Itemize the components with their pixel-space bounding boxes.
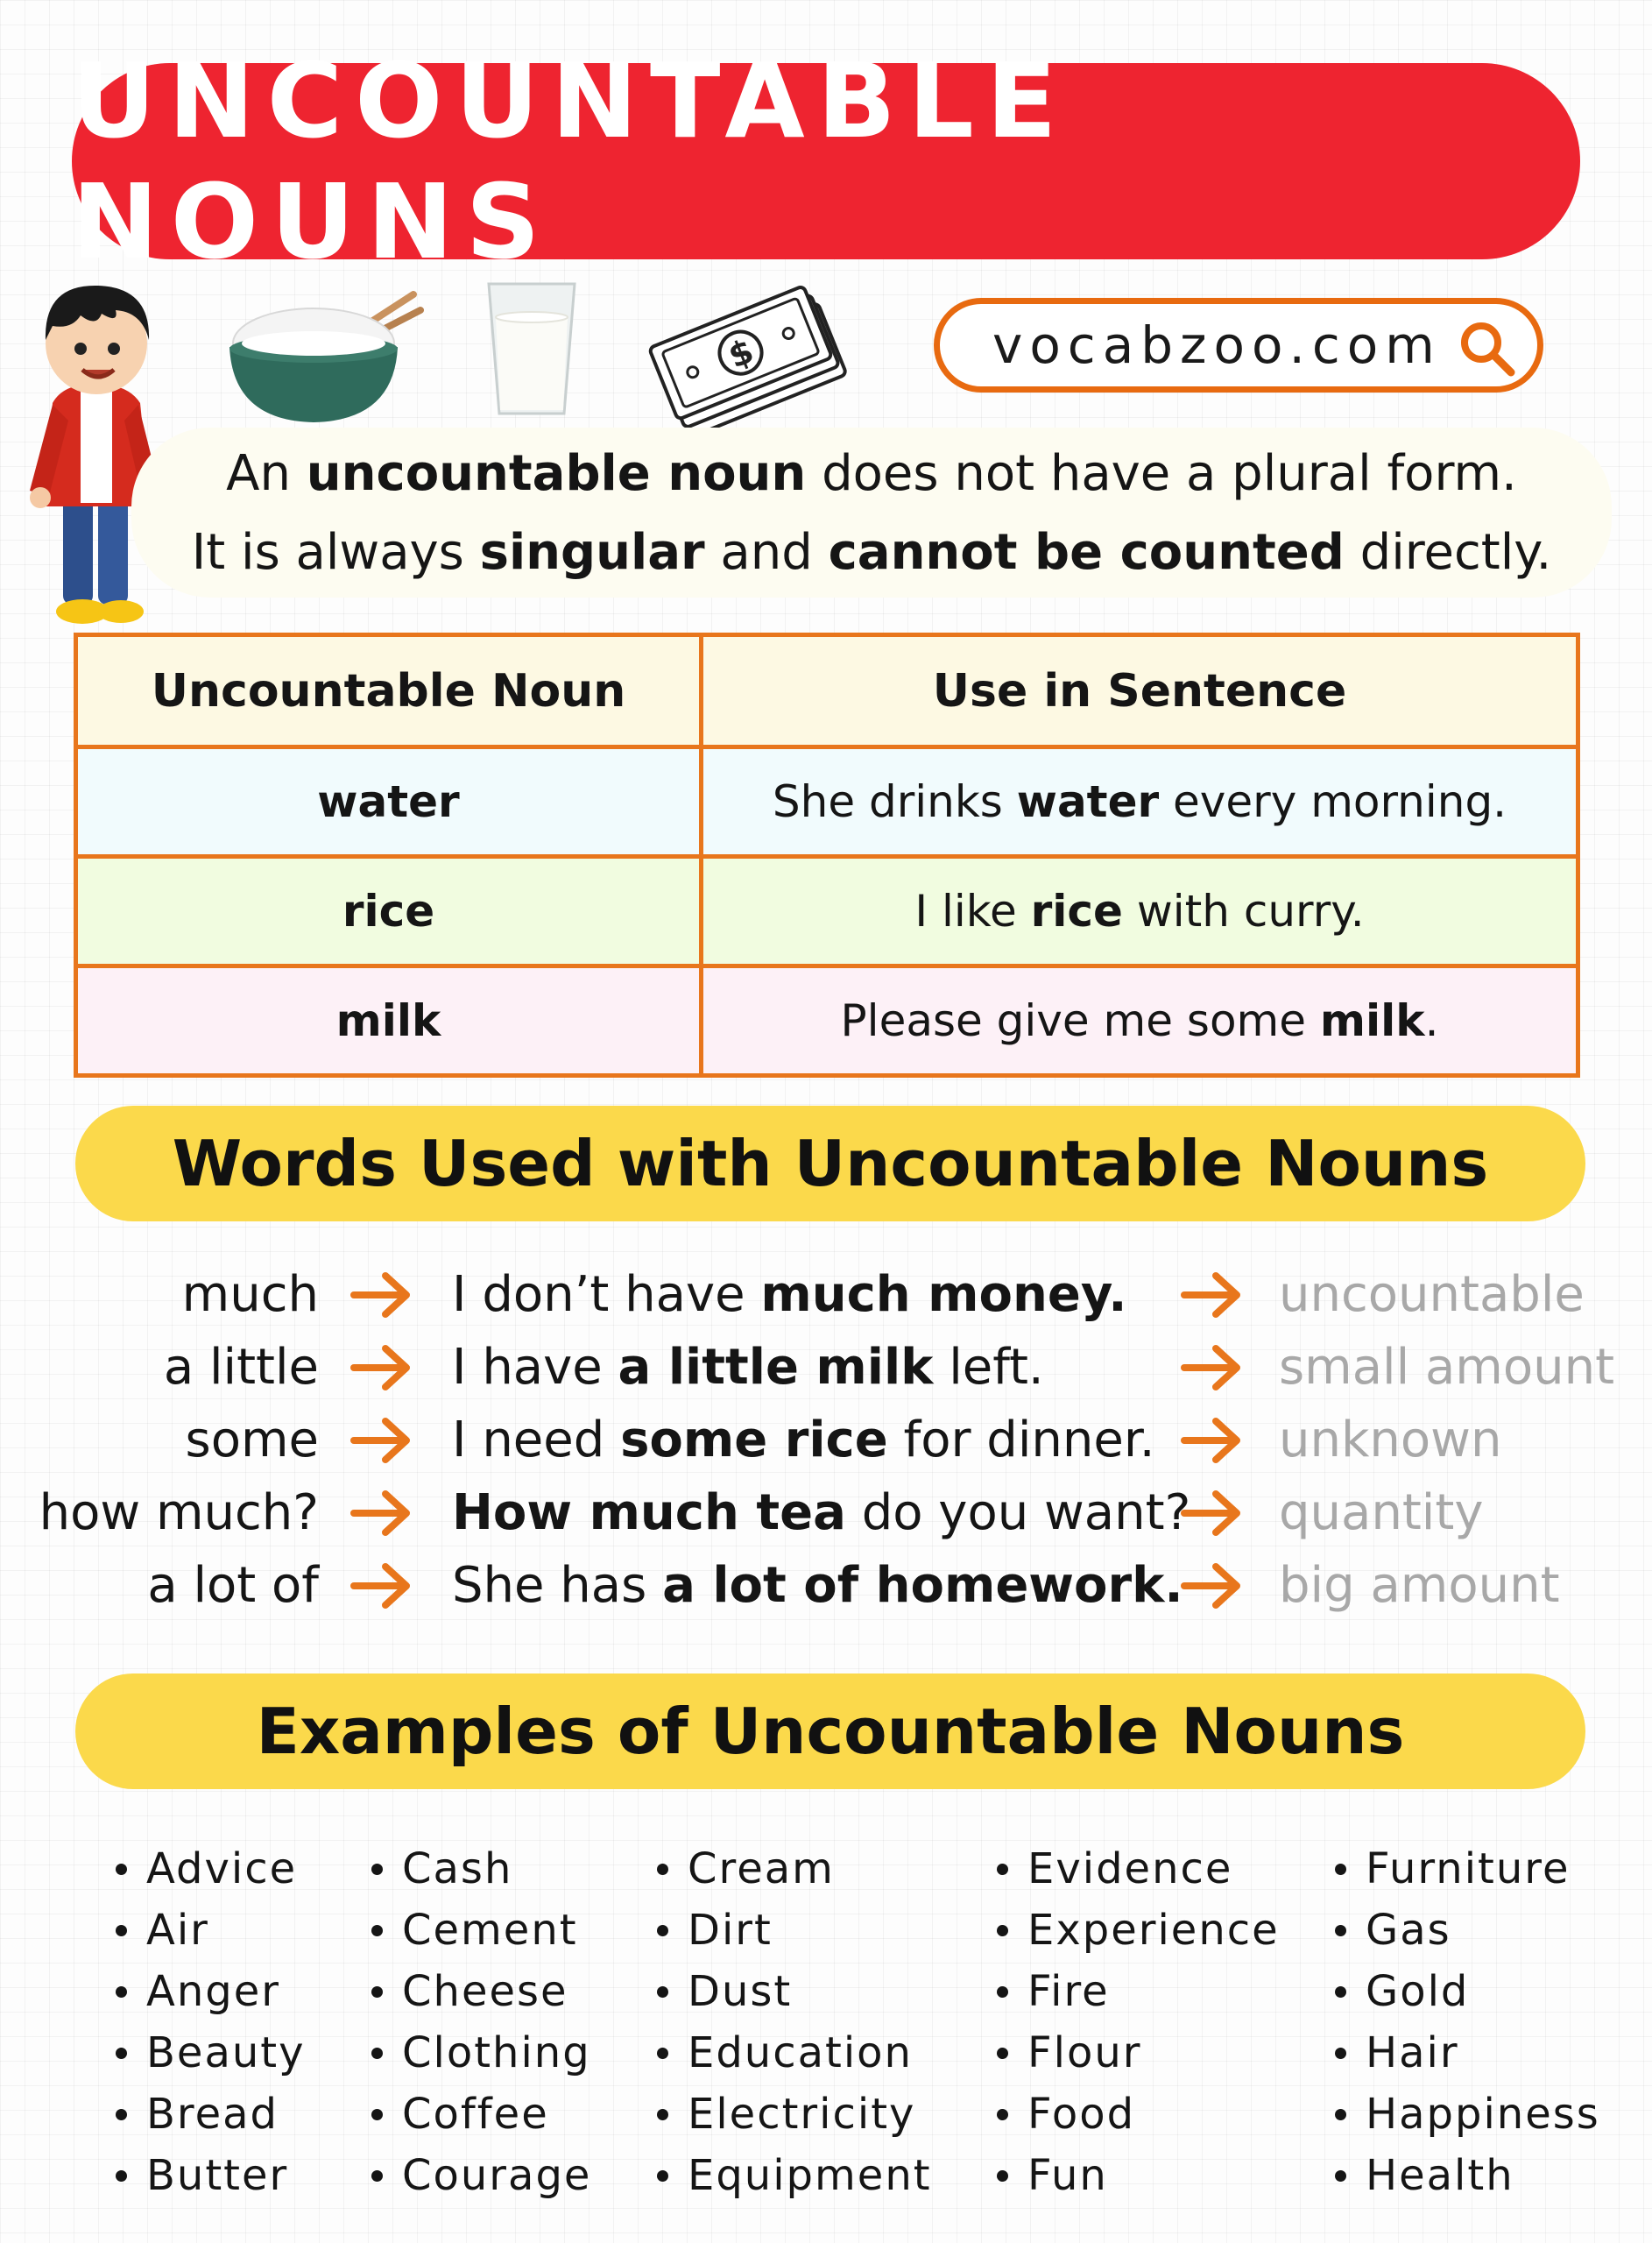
- quantifier-meaning: quantity: [1279, 1484, 1484, 1541]
- quantifier-word: much: [181, 1266, 319, 1323]
- noun-cell: milk: [76, 966, 702, 1076]
- quantifier-meaning: big amount: [1279, 1557, 1560, 1614]
- arrow-right-icon: [1181, 1414, 1244, 1479]
- bullet-icon: [657, 1864, 668, 1875]
- bullet-icon: [657, 1925, 668, 1936]
- arrow-right-icon: [350, 1560, 413, 1624]
- list-item: Coffee: [371, 2084, 591, 2145]
- bullet-icon: [116, 1925, 127, 1936]
- arrow-right-icon: [350, 1341, 413, 1406]
- list-item: Electricity: [657, 2084, 932, 2145]
- sentence-cell: Please give me some milk.: [702, 966, 1578, 1076]
- quantifier-word: a lot of: [147, 1557, 319, 1614]
- quantifier-row: [0, 1404, 1652, 1477]
- bullet-icon: [371, 2048, 383, 2059]
- example-sentence: I need some rice for dinner.: [452, 1412, 1155, 1468]
- quantifier-meaning: uncountable: [1279, 1266, 1585, 1323]
- table-header-row: [76, 635, 1578, 747]
- list-item: Gas: [1335, 1900, 1600, 1961]
- list-item: Cheese: [371, 1961, 591, 2022]
- words-section-title: Words Used with Uncountable Nouns: [172, 1127, 1489, 1200]
- quantifier-row: [0, 1331, 1652, 1405]
- sentence-cell: She drinks water every morning.: [702, 747, 1578, 857]
- bullet-icon: [997, 2170, 1008, 2182]
- page-title: UNCOUNTABLE NOUNS: [72, 40, 1070, 282]
- words-section-header: [75, 1106, 1585, 1221]
- bullet-icon: [657, 2170, 668, 2182]
- definition-box: [131, 428, 1612, 598]
- bullet-icon: [371, 2170, 383, 2182]
- examples-column: [657, 1838, 932, 2206]
- example-sentence: She has a lot of homework.: [452, 1557, 1183, 1614]
- bullet-icon: [1335, 1986, 1346, 1998]
- quantifier-word: some: [185, 1412, 319, 1468]
- svg-text:$: $: [723, 331, 759, 376]
- nouns-table: [74, 633, 1580, 1078]
- arrow-right-icon: [1181, 1487, 1244, 1552]
- bullet-icon: [1335, 2048, 1346, 2059]
- table-row: [76, 857, 1578, 966]
- bullet-icon: [116, 1986, 127, 1998]
- list-item: Cement: [371, 1900, 591, 1961]
- bullet-icon: [1335, 2170, 1346, 2182]
- rice-bowl-icon: [222, 289, 424, 429]
- title-banner: [72, 40, 1580, 282]
- noun-cell: water: [76, 747, 702, 857]
- bullet-icon: [997, 1925, 1008, 1936]
- list-item: Health: [1335, 2145, 1600, 2206]
- quantifier-row: [0, 1476, 1652, 1550]
- example-sentence: I have a little milk left.: [452, 1339, 1044, 1396]
- list-item: Evidence: [997, 1838, 1280, 1900]
- list-item: Butter: [116, 2145, 306, 2206]
- bullet-icon: [1335, 1864, 1346, 1875]
- table-row: [76, 747, 1578, 857]
- list-item: Gold: [1335, 1961, 1600, 2022]
- bullet-icon: [997, 2109, 1008, 2120]
- arrow-right-icon: [350, 1269, 413, 1334]
- bullet-icon: [997, 1864, 1008, 1875]
- list-item: Advice: [116, 1838, 306, 1900]
- examples-section-header: [75, 1673, 1585, 1789]
- bullet-icon: [997, 1986, 1008, 1998]
- bullet-icon: [116, 2109, 127, 2120]
- list-item: Cream: [657, 1838, 932, 1900]
- bullet-icon: [116, 1864, 127, 1875]
- list-item: Fire: [997, 1961, 1280, 2022]
- site-url: vocabzoo.com: [992, 315, 1442, 375]
- quantifier-word: how much?: [39, 1484, 319, 1541]
- arrow-right-icon: [1181, 1560, 1244, 1624]
- bullet-icon: [371, 1864, 383, 1875]
- list-item: Beauty: [116, 2022, 306, 2084]
- arrow-right-icon: [350, 1487, 413, 1552]
- milk-glass-icon: [484, 279, 580, 419]
- quantifier-row: [0, 1258, 1652, 1332]
- search-icon[interactable]: [1458, 320, 1516, 378]
- list-item: Happiness: [1335, 2084, 1600, 2145]
- definition-line-2: It is always singular and cannot be counted directly.: [191, 524, 1552, 581]
- bullet-icon: [371, 2109, 383, 2120]
- bullet-icon: [657, 1986, 668, 1998]
- list-item: Experience: [997, 1900, 1280, 1961]
- quantifier-row: [0, 1549, 1652, 1623]
- sentence-cell: I like rice with curry.: [702, 857, 1578, 966]
- quantifier-word: a little: [163, 1339, 319, 1396]
- noun-cell: rice: [76, 857, 702, 966]
- list-item: Flour: [997, 2022, 1280, 2084]
- examples-column: [1335, 1838, 1600, 2206]
- list-item: Furniture: [1335, 1838, 1600, 1900]
- bullet-icon: [1335, 2109, 1346, 2120]
- arrow-right-icon: [1181, 1341, 1244, 1406]
- list-item: Courage: [371, 2145, 591, 2206]
- examples-column: [997, 1838, 1280, 2206]
- list-item: Cash: [371, 1838, 591, 1900]
- list-item: Air: [116, 1900, 306, 1961]
- bullet-icon: [371, 1986, 383, 1998]
- list-item: Education: [657, 2022, 932, 2084]
- arrow-right-icon: [1181, 1269, 1244, 1334]
- money-stack-icon: [645, 272, 848, 429]
- example-sentence: I don’t have much money.: [452, 1266, 1127, 1323]
- bullet-icon: [371, 1925, 383, 1936]
- list-item: Clothing: [371, 2022, 591, 2084]
- list-item: Fun: [997, 2145, 1280, 2206]
- list-item: Hair: [1335, 2022, 1600, 2084]
- header-use-in-sentence: Use in Sentence: [702, 635, 1578, 747]
- table-row: [76, 966, 1578, 1076]
- definition-line-1: An uncountable noun does not have a plural form.: [226, 445, 1517, 502]
- examples-section-title: Examples of Uncountable Nouns: [256, 1695, 1405, 1768]
- bullet-icon: [1335, 1925, 1346, 1936]
- arrow-right-icon: [350, 1414, 413, 1479]
- list-item: Anger: [116, 1961, 306, 2022]
- list-item: Food: [997, 2084, 1280, 2145]
- bullet-icon: [116, 2170, 127, 2182]
- quantifier-meaning: small amount: [1279, 1339, 1615, 1396]
- example-sentence: How much tea do you want?: [452, 1484, 1191, 1541]
- list-item: Bread: [116, 2084, 306, 2145]
- quantifier-meaning: unknown: [1279, 1412, 1502, 1468]
- list-item: Equipment: [657, 2145, 932, 2206]
- bullet-icon: [657, 2048, 668, 2059]
- bullet-icon: [116, 2048, 127, 2059]
- examples-column: [371, 1838, 591, 2206]
- examples-column: [116, 1838, 306, 2206]
- site-search-box[interactable]: [934, 298, 1543, 393]
- list-item: Dirt: [657, 1900, 932, 1961]
- bullet-icon: [657, 2109, 668, 2120]
- list-item: Dust: [657, 1961, 932, 2022]
- bullet-icon: [997, 2048, 1008, 2059]
- header-uncountable-noun: Uncountable Noun: [76, 635, 702, 747]
